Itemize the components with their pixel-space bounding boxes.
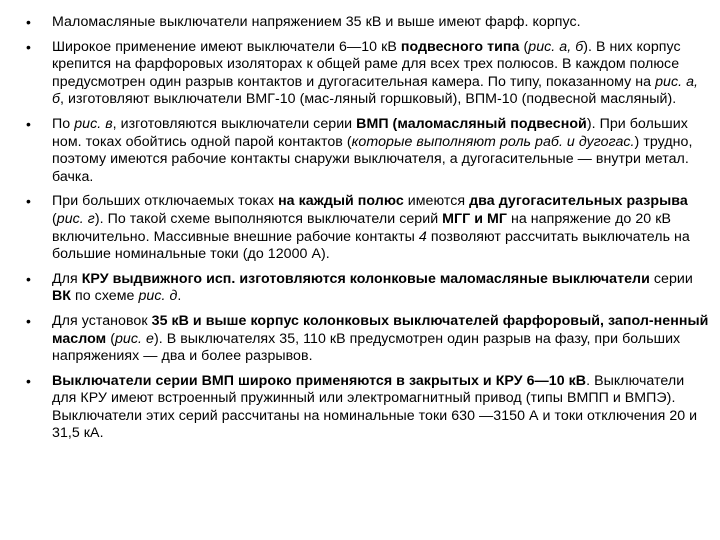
bold-text: ВМП (маломасляный подвесной bbox=[356, 115, 587, 132]
text-segment: ). В них корпус крепится на фарфоровых изоляторах к общей раме для всех трех полюсов. В каждом полюсе предусмотрен один разрыв контактов и дугогасительная камера. По типу, показанному на bbox=[52, 38, 681, 90]
italic-text: рис. е bbox=[114, 330, 154, 347]
text-segment: Для установок bbox=[52, 312, 152, 329]
italic-text: рис. а, б bbox=[52, 73, 699, 108]
italic-text: рис. а, б bbox=[528, 38, 584, 55]
bold-text: Выключатели серии ВМП широко применяются в закрытых и КРУ 6—10 кВ bbox=[52, 372, 587, 389]
bold-text: два дугогасительных разрыва bbox=[469, 193, 688, 210]
bullet-marker: • bbox=[26, 372, 31, 389]
text-segment: имеются bbox=[403, 193, 470, 210]
text-segment: Для bbox=[52, 270, 82, 287]
text-segment: . bbox=[177, 288, 182, 305]
italic-text: рис. в bbox=[74, 115, 113, 132]
text-segment: , изготовляют выключатели ВМГ-10 (мас-ляный горшковый), ВПМ-10 (подвесной масляный). bbox=[60, 91, 677, 108]
italic-text: рис. г bbox=[56, 210, 95, 227]
italic-text: 4 bbox=[418, 228, 427, 245]
text-segment: ). При больших ном. токах обойтись одной парой контактов ( bbox=[52, 115, 688, 150]
bullet-item bbox=[26, 271, 710, 306]
bullet-item bbox=[26, 14, 710, 32]
bullet-marker: • bbox=[26, 193, 31, 210]
italic-text: которые выполняют роль раб. и дугогас. bbox=[351, 133, 635, 150]
bullet-item bbox=[26, 313, 710, 366]
bullet-marker: • bbox=[26, 270, 31, 287]
text-segment: ) трудно, поэтому имеются рабочие контакты снаружи выключателя, а дугогасительные — внутри метал. бачка. bbox=[52, 133, 693, 185]
text-segment: ). По такой схеме выполняются выключатели серий bbox=[94, 210, 443, 227]
bullet-marker: • bbox=[26, 14, 31, 30]
text-segment: по схеме bbox=[71, 288, 139, 305]
bullet-item bbox=[26, 39, 710, 109]
bullet-marker: • bbox=[26, 115, 31, 132]
bold-text: 35 кВ и выше корпус колонковых выключателей фарфоровый, запол-ненный маслом bbox=[52, 312, 709, 347]
text-segment: ). В выключателях 35, 110 кВ предусмотрен один разрыв на фазу, при больших напряжениях — два и более разрывов. bbox=[52, 330, 681, 365]
text-segment: По bbox=[52, 115, 75, 132]
bullet-marker: • bbox=[26, 38, 31, 55]
bullet-marker: • bbox=[26, 312, 31, 329]
text-segment: ( bbox=[106, 330, 115, 347]
bold-text: на каждый полюс bbox=[278, 193, 404, 210]
bullet-item bbox=[26, 193, 710, 263]
text-segment: на напряжение до 20 кВ включительно. Массивные внешние рабочие контакты bbox=[52, 210, 672, 245]
italic-text: рис. д bbox=[138, 288, 178, 305]
text-segment: ( bbox=[519, 38, 529, 55]
text-segment: ( bbox=[52, 210, 57, 227]
text-segment: . Выключатели для КРУ имеют встроенный пружинный или электромагнитный привод (типы ВМПП и ВМПЭ). Выключатели этих серий рассчитаны на номинальные токи 630 —3150 А и токи отключения 20 и 31,5 кА. bbox=[52, 372, 698, 442]
bullet-item bbox=[26, 373, 710, 443]
text-segment: позволяют рассчитать выключатель на большие номинальные токи (до 12000 А). bbox=[52, 228, 690, 263]
bold-text: ВК bbox=[52, 288, 72, 305]
bold-text: подвесного типа bbox=[400, 38, 520, 55]
text-segment: , изготовляются выключатели серии bbox=[112, 115, 357, 132]
text-segment: При больших отключаемых токах bbox=[52, 193, 279, 210]
text-segment: Маломасляные выключатели напряжением 35 кВ и выше имеют фарф. корпус. bbox=[52, 14, 581, 30]
bold-text: КРУ выдвижного исп. изготовляются колонковые маломасляные выключатели bbox=[81, 270, 650, 287]
bullet-list bbox=[26, 14, 710, 450]
text-segment: Широкое применение имеют выключатели 6—10 кВ bbox=[52, 38, 401, 55]
bullet-item bbox=[26, 116, 710, 186]
bold-text: МГГ и МГ bbox=[442, 210, 507, 227]
text-segment: серии bbox=[649, 270, 693, 287]
